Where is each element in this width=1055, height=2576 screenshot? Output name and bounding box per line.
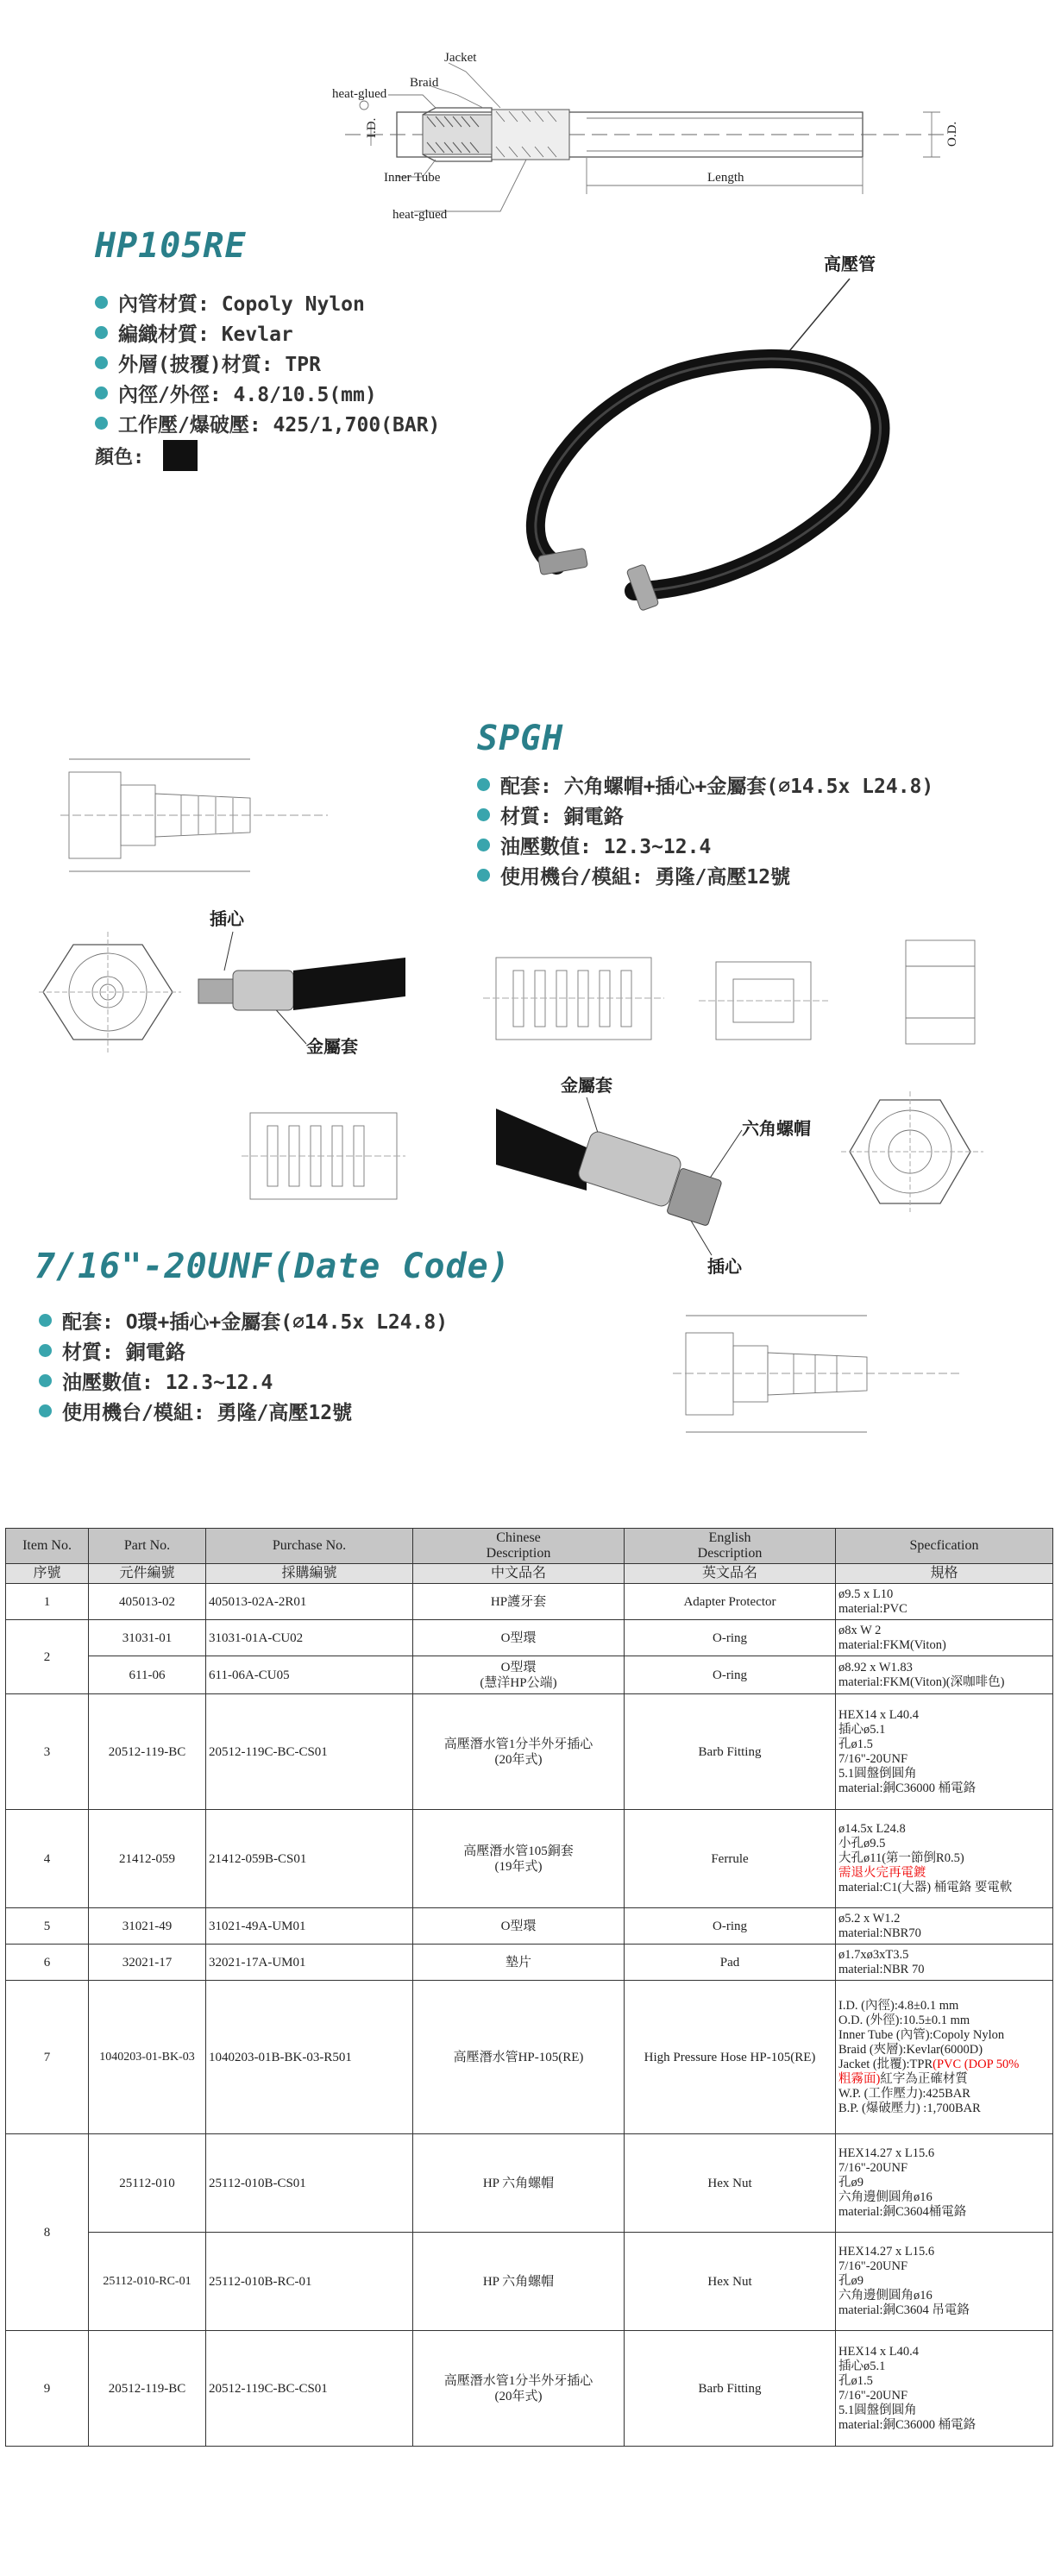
spgh-fitting-photo [492,1070,828,1285]
table-row: 4 21412-059 21412-059B-CS01 高壓潛水管105銅套 (19年式) Ferrule ø14.5x L24.8 小孔ø9.5 大孔ø11(第一節倒R0.5) 需退火完再電鍍 material:C1(大器) 桶電鉻 要電軟 [6,1810,1053,1908]
col-header: Item No. [6,1529,89,1564]
spec-item: 配套: O環+插心+金屬套(∅14.5x L24.8) [39,1305,448,1335]
unf-title: 7/16"-20UNF(Date Code) [35,1247,511,1286]
barb-fitting-photo [185,897,410,1061]
table-row: 1 405013-02 405013-02A-2R01 HP護牙套 Adapter Protector ø9.5 x L10 material:PVC [6,1584,1053,1620]
table-row: 2 31031-01 31031-01A-CU02 O型環 O-ring ø8x W 2 material:FKM(Viton) [6,1620,1053,1656]
col-subheader: 序號 [6,1564,89,1584]
bullet-dot [477,808,490,821]
table-row: 8 25112-010 25112-010B-CS01 HP 六角螺帽 Hex Nut HEX14.27 x L15.6 7/16"-20UNF 孔ø9 六角邊側圓角ø16 material:銅C3604桶電鉻 [6,2134,1053,2233]
table-header-row [6,1529,1053,1564]
callout-insert-2: 插心 [707,1256,742,1277]
bullet-dot [39,1404,52,1417]
spec-item: 外層(披覆)材質: TPR [95,348,440,378]
spec-item: 工作壓/爆破壓: 425/1,700(BAR) [95,408,440,438]
col-subheader: 中文品名 [413,1564,625,1584]
bullet-dot [39,1314,52,1327]
table-subheader-row [6,1564,1053,1584]
callout-ferrule: 金屬套 [306,1036,358,1057]
callout-ferrule-2: 金屬套 [561,1075,612,1096]
bullet-dot [95,296,108,309]
bullet-dot [477,839,490,851]
col-header: Chinese Description [413,1529,625,1564]
hex-end-view-drawing [39,927,185,1057]
table-row: 5 31021-49 31021-49A-UM01 O型環 O-ring ø5.2 x W1.2 material:NBR70 [6,1908,1053,1945]
spgh-title: SPGH [477,719,564,758]
callout-hex-nut: 六角螺帽 [742,1118,811,1139]
hex-nut-end-view-drawing [841,1087,988,1216]
spec-item: 內徑/外徑: 4.8/10.5(mm) [95,378,440,408]
label-heat-glued-top: heat-glued [332,87,387,101]
bullet-dot [95,356,108,369]
label-id: I.D. [365,117,379,138]
label-jacket: Jacket [444,51,477,65]
hose-photo [479,246,996,673]
color-row [95,440,198,471]
table-row: 3 20512-119-BC 20512-119C-BC-CS01 高壓潛水管1分半外牙插心 (20年式) Barb Fitting HEX14 x L40.4 插心ø5.1 孔ø1.5 7/16"-20UNF 5.1圓盤倒圓角 material:銅C36000 桶電鉻 [6,1694,1053,1810]
label-braid: Braid [410,76,439,90]
spec-item: 材質: 銅電鉻 [39,1335,448,1366]
color-label: 顏色: [95,446,145,468]
color-swatch [163,440,198,471]
unf-fitting-drawing [669,1303,970,1445]
hose-photo-label: 高壓管 [824,254,876,274]
spec-item: 使用機台/模組: 勇隆/高壓12號 [477,860,933,890]
spec-item: 編織材質: Kevlar [95,317,440,348]
bullet-dot [95,417,108,430]
label-inner-tube: Inner Tube [384,171,441,185]
spec-item: 油壓數值: 12.3~12.4 [477,830,933,860]
col-subheader: 採購編號 [206,1564,413,1584]
label-od: O.D. [945,121,959,147]
bullet-dot [39,1344,52,1357]
unf-spec-list [39,1305,448,1426]
ferrule-long-drawing [483,940,664,1057]
table-row: 9 20512-119-BC 20512-119C-BC-CS01 高壓潛水管1分半外牙插心 (20年式) Barb Fitting HEX14 x L40.4 插心ø5.1 孔ø1.5 7/16"-20UNF 5.1圓盤倒圓角 material:銅C36000 桶電鉻 [6,2331,1053,2447]
ferrule-section-drawing [242,1096,405,1216]
spec-item: 配套: 六角螺帽+插心+金屬套(∅14.5x L24.8) [477,770,933,800]
bullet-dot [39,1374,52,1387]
label-length: Length [707,171,744,185]
col-header: Specfication [836,1529,1053,1564]
bullet-dot [477,778,490,791]
table-row: 7 1040203-01-BK-03 1040203-01B-BK-03-R501 高壓潛水管HP-105(RE) High Pressure Hose HP-105(RE) I.D. (內徑):4.8±0.1 mm O.D. (外徑):10.5±0.1 mm Inner Tube (內管):Copoly Nylon Braid (夾層):Kevlar(6000D) Jacket (批覆):TPR(PVC (DOP 50% 粗霧面)紅字為正確材質 W.P. (工作壓力):425BAR B.P. (爆破壓力) :1,700BAR [6,1981,1053,2134]
col-header: Part No. [89,1529,206,1564]
spec-item: 油壓數值: 12.3~12.4 [39,1366,448,1396]
barb-fitting-drawing [52,746,336,889]
spgh-spec-list [477,770,933,890]
hp105re-spec-list [95,287,440,438]
col-header: English Description [625,1529,836,1564]
col-subheader: 元件編號 [89,1564,206,1584]
label-heat-glued-bottom: heat-glued [392,208,448,222]
table-row: 611-06 611-06A-CU05 O型環 (慧洋HP公端) O-ring ø8.92 x W1.83 material:FKM(Viton)(深咖啡色) [6,1656,1053,1694]
hex-nut-section-drawing [681,949,837,1061]
bullet-dot [95,326,108,339]
spec-table [5,1528,1053,2447]
spec-item: 材質: 銅電鉻 [477,800,933,830]
bullet-dot [95,386,108,399]
table-row: 25112-010-RC-01 25112-010B-RC-01 HP 六角螺帽 Hex Nut HEX14.27 x L15.6 7/16"-20UNF 孔ø9 六角邊側圓角ø16 material:銅C3604 吊電鉻 [6,2233,1053,2331]
callout-insert: 插心 [210,908,244,929]
bullet-dot [477,869,490,882]
hp105re-title: HP105RE [95,226,247,266]
hex-nut-side-drawing [889,927,992,1057]
col-subheader: 英文品名 [625,1564,836,1584]
hose-cross-section-diagram [328,47,966,229]
spec-item: 使用機台/模組: 勇隆/高壓12號 [39,1396,448,1426]
table-row: 6 32021-17 32021-17A-UM01 墊片 Pad ø1.7xø3xT3.5 material:NBR 70 [6,1945,1053,1981]
col-header: Purchase No. [206,1529,413,1564]
spec-item: 內管材質: Copoly Nylon [95,287,440,317]
col-subheader: 規格 [836,1564,1053,1584]
